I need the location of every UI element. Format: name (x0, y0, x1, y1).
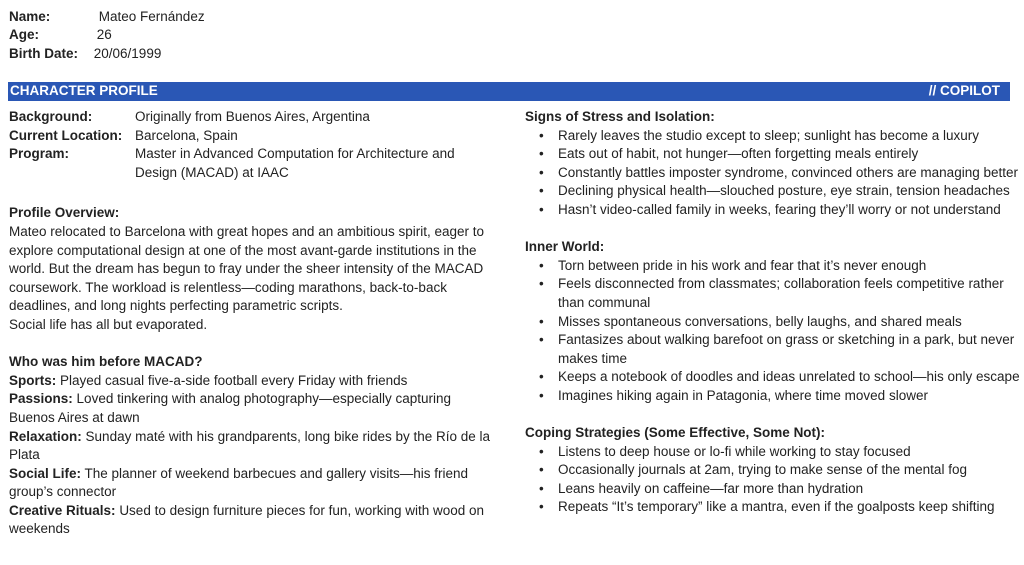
before-item-label: Social Life: (9, 465, 82, 481)
name-value: Mateo Fernández (98, 9, 205, 24)
overview-text: Mateo relocated to Barcelona with great hopes and an ambitious spirit, eager to explore computational design at one of the most avant-garde institutions in the world. But the dream has begun to fray under the sheer intensity of the MACAD coursework. The workload is relentless—coding marathons, back-to-back deadlines, and long nights perfecting parametric scripts. (9, 223, 485, 314)
location-label: Current Location: (9, 127, 123, 143)
before-item-text: Sunday maté with his grandparents, long bike rides by the Río de la Plata (9, 428, 491, 463)
list-item: • Feels disconnected from classmates; collaboration feels competitive rather than communal (525, 275, 1020, 312)
list-item: • Hasn’t video-called family in weeks, fearing they’ll worry or not understand (525, 201, 1020, 220)
before-item (9, 372, 504, 391)
list-item: • Listens to deep house or lo-fi while working to stay focused (525, 443, 1020, 462)
before-item (9, 428, 504, 465)
overview-text-2: Social life has all but evaporated. (9, 316, 208, 332)
program-value: Master in Advanced Computation for Architecture and Design (MACAD) at IAAC (135, 146, 455, 180)
background-value: Originally from Buenos Aires, Argentina (135, 109, 370, 124)
name-row (9, 8, 205, 27)
overview-heading: Profile Overview: (9, 205, 120, 221)
coping-list (525, 443, 1020, 517)
age-value: 26 (96, 27, 112, 42)
list-item: • Leans heavily on caffeine—far more than hydration (525, 480, 1020, 499)
stress-heading: Signs of Stress and Isolation: (525, 109, 715, 124)
background-label: Background: (9, 109, 93, 124)
before-item (9, 502, 504, 539)
list-item: • Declining physical health—slouched posture, eye strain, tension headaches (525, 182, 1020, 201)
location-value: Barcelona, Spain (135, 127, 238, 143)
bar-tag: // COPILOT (928, 83, 1000, 99)
left-column (9, 108, 504, 539)
list-item: • Rarely leaves the studio except to sleep; sunlight has become a luxury (525, 127, 1020, 146)
before-item-text: Used to design furniture pieces for fun, working with wood on weekends (9, 502, 485, 537)
before-item-label: Relaxation: (9, 428, 82, 444)
birth-date-value: 20/06/1999 (93, 46, 162, 61)
coping-heading: Coping Strategies (Some Effective, Some Not): (525, 425, 826, 441)
before-item-text: The planner of weekend barbecues and gallery visits—his friend group’s connector (9, 465, 468, 500)
before-item-label: Creative Rituals: (9, 502, 116, 518)
name-label: Name: (9, 9, 51, 24)
before-item-label: Sports: (9, 372, 57, 388)
list-item: • Constantly battles imposter syndrome, convinced others are managing better (525, 164, 1020, 183)
birth-date-row (9, 45, 161, 64)
character-profile-bar (8, 82, 1010, 101)
before-item (9, 390, 504, 427)
list-item: • Eats out of habit, not hunger—often forgetting meals entirely (525, 145, 1020, 164)
before-item-label: Passions: (9, 391, 73, 407)
age-row (9, 26, 112, 45)
list-item: • Keeps a notebook of doodles and ideas unrelated to school—his only escape (525, 368, 1020, 387)
bar-title: CHARACTER PROFILE (10, 83, 158, 99)
before-item-text: Played casual five-a-side football every Friday with friends (60, 372, 408, 388)
location-row (9, 127, 504, 146)
before-item (9, 465, 504, 502)
birth-date-label: Birth Date: (9, 46, 79, 61)
list-item: • Fantasizes about walking barefoot on grass or sketching in a park, but never makes time (525, 331, 1020, 368)
before-item-text: Loved tinkering with analog photography—especially capturing Buenos Aires at dawn (9, 391, 452, 425)
background-row (9, 108, 504, 127)
age-label: Age: (9, 27, 39, 42)
list-item: • Imagines hiking again in Patagonia, where time moved slower (525, 387, 1020, 406)
right-column (525, 108, 1020, 517)
program-row (9, 145, 504, 182)
before-heading: Who was him before MACAD? (9, 354, 203, 370)
list-item: • Occasionally journals at 2am, trying to make sense of the mental fog (525, 461, 1020, 480)
list-item: • Repeats “It’s temporary” like a mantra, even if the goalposts keep shifting (525, 498, 1020, 517)
stress-list (525, 127, 1020, 220)
list-item: • Misses spontaneous conversations, belly laughs, and shared meals (525, 313, 1020, 332)
inner-list (525, 257, 1020, 406)
inner-heading: Inner World: (525, 239, 605, 255)
list-item: • Torn between pride in his work and fear that it’s never enough (525, 257, 1020, 276)
program-label: Program: (9, 146, 70, 162)
